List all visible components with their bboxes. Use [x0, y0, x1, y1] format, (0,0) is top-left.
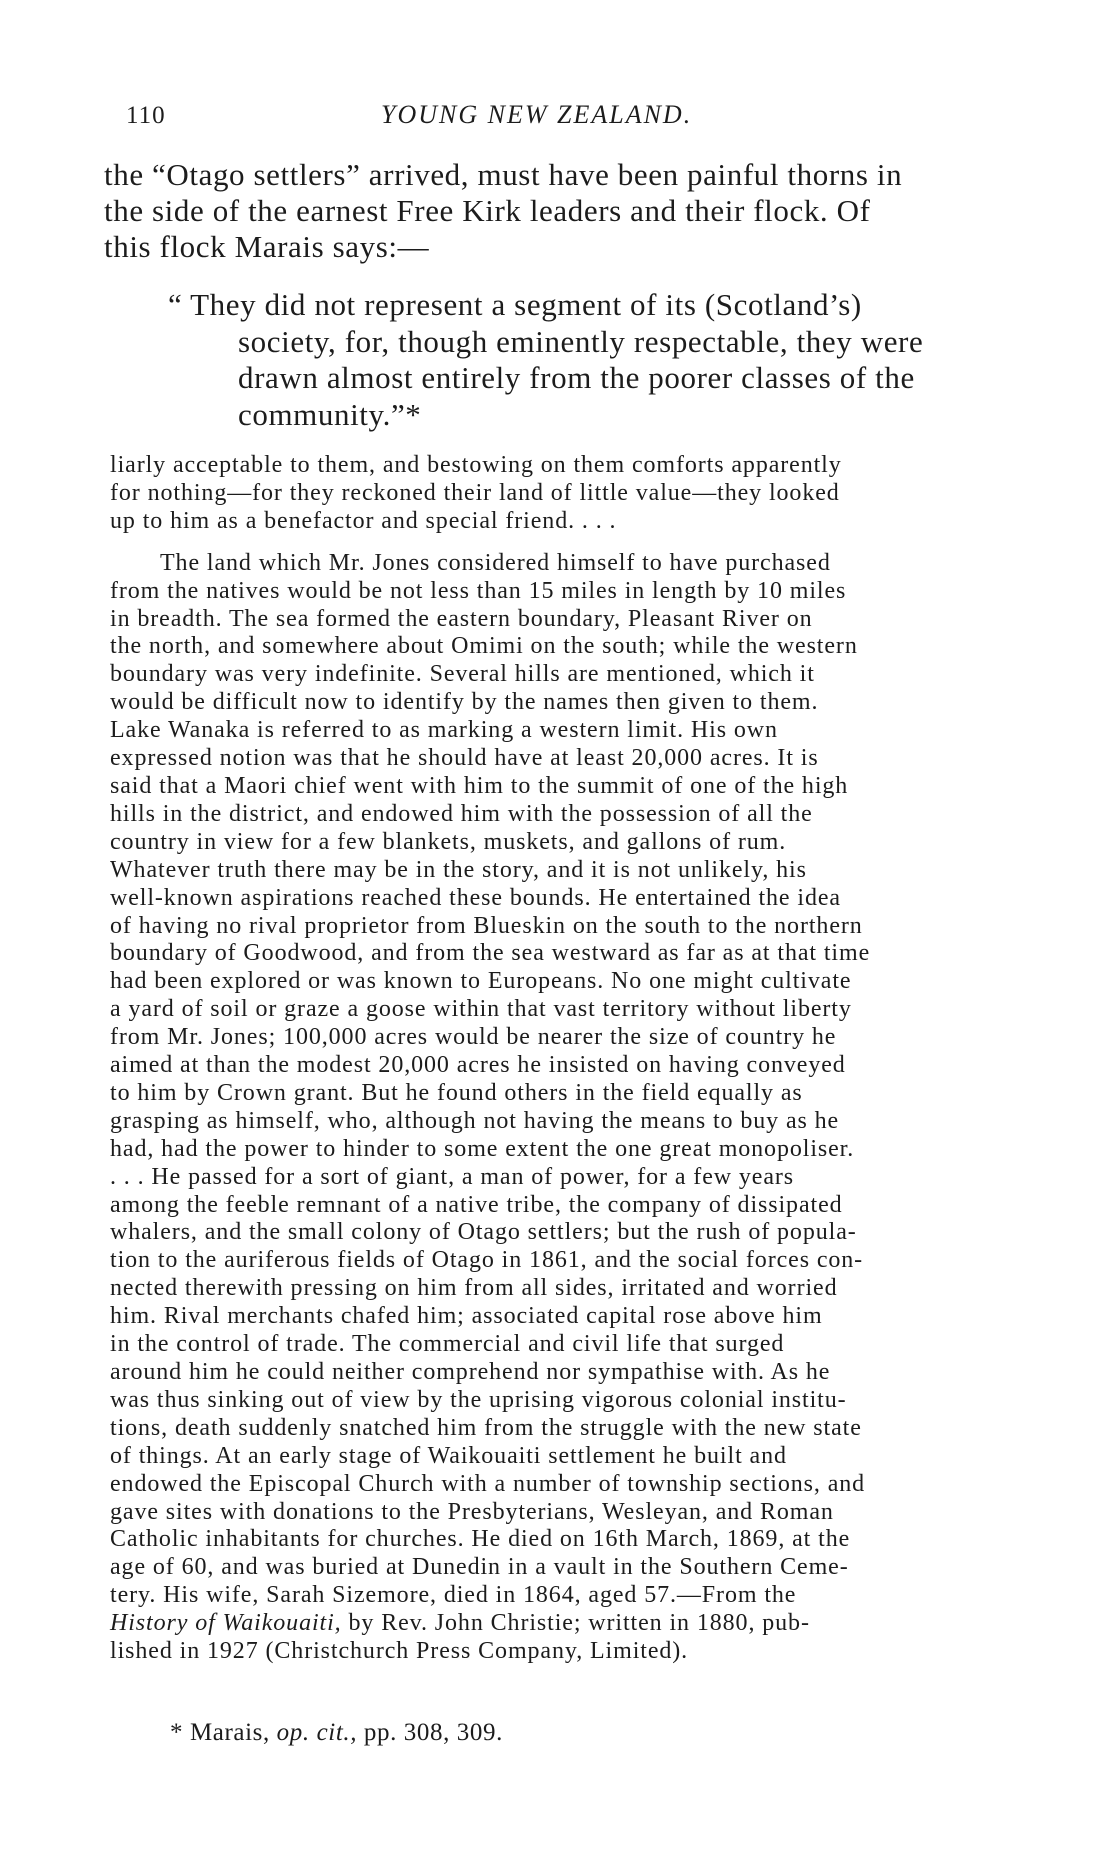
page-header: [126, 100, 766, 140]
text-line: tion to the auriferous fields of Otago in 1861, and the social forces con-: [110, 1247, 864, 1274]
footnote-marker: * Marais,: [170, 1719, 277, 1746]
text-line: liarly acceptable to them, and bestowing on them comforts apparently: [110, 452, 842, 478]
quote-line: “ They did not represent a segment of its (Scotland’s): [168, 287, 862, 322]
text-line: tions, death suddenly snatched him from the struggle with the new state: [110, 1414, 862, 1441]
text-line: had been explored or was known to Europeans. No one might cultivate: [110, 968, 852, 995]
text-line: nected therewith pressing on him from all sides, irritated and worried: [110, 1275, 838, 1302]
text-line: among the feeble remnant of a native tribe, the company of dissipated: [110, 1191, 843, 1218]
text-line: from Mr. Jones; 100,000 acres would be nearer the size of country he: [110, 1024, 837, 1051]
text-line: The land which Mr. Jones considered himself to have purchased: [160, 549, 831, 576]
text-line: in breadth. The sea formed the eastern boundary, Pleasant River on: [110, 605, 813, 632]
text-line: around him he could neither comprehend nor sympathise with. As he: [110, 1359, 831, 1385]
text-line: this flock Marais says:—: [104, 229, 430, 264]
citation-work-title: History of Waikouaiti,: [110, 1610, 342, 1637]
citation-line: [110, 1610, 1050, 1638]
text-line: for nothing—for they reckoned their land of little value—they looked: [110, 479, 840, 506]
text-line: Whatever truth there may be in the story, and it is not unlikely, his: [110, 856, 807, 883]
page-number: 110: [126, 102, 166, 129]
text-line: of having no rival proprietor from Blueskin on the south to the northern: [110, 912, 863, 939]
running-title: YOUNG NEW ZEALAND.: [381, 100, 693, 129]
citation-text: by Rev. John Christie; written in 1880, pub-: [341, 1610, 810, 1637]
quote-line: drawn almost entirely from the poorer classes of the: [238, 360, 915, 395]
text-line: grasping as himself, who, although not having the means to buy as he: [110, 1107, 840, 1134]
footnote-pages: pp. 308, 309.: [357, 1719, 503, 1746]
text-line: Lake Wanaka is referred to as marking a western limit. His own: [110, 717, 778, 744]
text-line: had, had the power to hinder to some extent the one great monopoliser.: [110, 1135, 855, 1162]
footnote: [170, 1719, 503, 1747]
intro-paragraph: [104, 157, 1040, 265]
text-line: him. Rival merchants chafed him; associated capital rose above him: [110, 1303, 823, 1330]
text-line: expressed notion was that he should have at least 20,000 acres. It is: [110, 745, 819, 772]
text-line: was thus sinking out of view by the uprising vigorous colonial institu-: [110, 1386, 847, 1413]
text-line: the “Otago settlers” arrived, must have been painful thorns in: [104, 157, 903, 192]
text-line: endowed the Episcopal Church with a number of township sections, and: [110, 1470, 866, 1497]
text-line: age of 60, and was buried at Dunedin in a vault in the Southern Ceme-: [110, 1554, 849, 1581]
text-line: hills in the district, and endowed him with the possession of all the: [110, 800, 813, 827]
text-line: tery. His wife, Sarah Sizemore, died in 1864, aged 57.—From the: [110, 1582, 797, 1609]
text-line: boundary was very indefinite. Several hills are mentioned, which it: [110, 661, 815, 688]
text-line: a yard of soil or graze a goose within that vast territory without liberty: [110, 996, 852, 1023]
text-line: to him by Crown grant. But he found others in the field equally as: [110, 1079, 803, 1106]
text-line: . . . He passed for a sort of giant, a man of power, for a few years: [110, 1163, 795, 1190]
text-line: up to him as a benefactor and special friend. . . .: [110, 507, 617, 534]
text-line: from the natives would be not less than 15 miles in length by 10 miles: [110, 577, 847, 604]
quoted-extract: [110, 452, 1050, 1666]
text-line: would be difficult now to identify by the names then given to them.: [110, 689, 819, 716]
text-line: well-known aspirations reached these bounds. He entertained the idea: [110, 884, 841, 911]
footnote-op-cit: op. cit.,: [276, 1719, 358, 1746]
text-line: said that a Maori chief went with him to the summit of one of the high: [110, 772, 849, 799]
text-line: aimed at than the modest 20,000 acres he insisted on having conveyed: [110, 1052, 846, 1079]
quote-line: community.”*: [238, 396, 422, 432]
text-line: gave sites with donations to the Presbyterians, Wesleyan, and Roman: [110, 1498, 834, 1525]
text-line: whalers, and the small colony of Otago settlers; but the rush of popula-: [110, 1219, 857, 1246]
text-line: the north, and somewhere about Omimi on the south; while the western: [110, 633, 858, 660]
text-line: of things. At an early stage of Waikouaiti settlement he built and: [110, 1442, 787, 1469]
text-line: country in view for a few blankets, muskets, and gallons of rum.: [110, 828, 787, 855]
text-line: Catholic inhabitants for churches. He died on 16th March, 1869, at the: [110, 1526, 851, 1553]
block-quote: [168, 287, 1038, 433]
text-line: the side of the earnest Free Kirk leaders and their flock. Of: [104, 193, 871, 228]
text-line: boundary of Goodwood, and from the sea westward as far as at that time: [110, 940, 871, 967]
citation-line: lished in 1927 (Christchurch Press Company, Limited).: [110, 1638, 689, 1665]
text-line: in the control of trade. The commercial and civil life that surged: [110, 1331, 785, 1358]
quote-line: society, for, though eminently respectable, they were: [238, 323, 924, 359]
